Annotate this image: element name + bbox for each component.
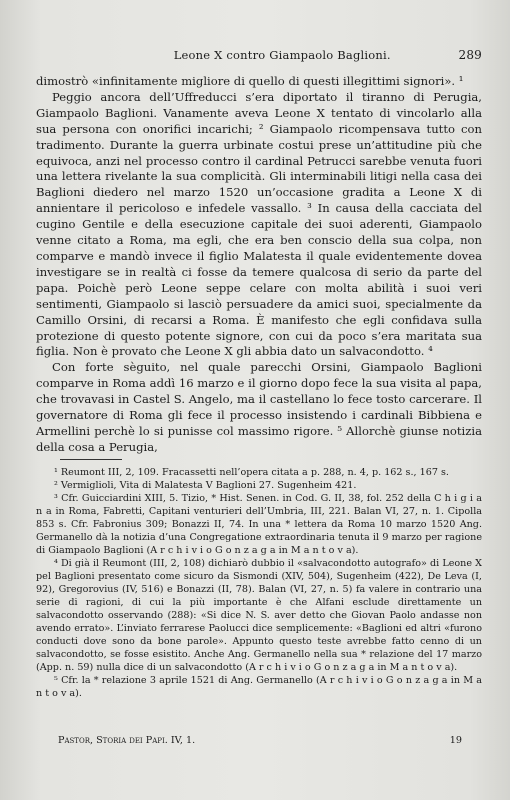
main-text <box>36 74 482 456</box>
paragraph-3: Con forte sèguito, nel quale parecchi Orsini, Giampaolo Baglioni comparve in Roma addì 16 marzo e il giorno dopo fece la sua visita al papa, che trovavasi in Castel S. Angelo, ma il castellano lo fece tosto carcerare. Il governatore di Roma gli fece il processo insistendo i cardinali Bibbiena e Armellini perchè lo si punisse col massimo rigore. ⁵ Allorchè giunse notizia della cosa a Perugia, <box>36 360 482 454</box>
page-header <box>36 48 482 62</box>
page-number: 289 <box>458 48 482 62</box>
paragraph-2: Peggio ancora dell’Uffreducci s’era diportato il tiranno di Perugia, Giampaolo Baglioni. Vanamente aveva Leone X tentato di vincolarlo alla sua persona con onorifici incarichi; ² Giampaolo ricompensava tutto con tradimento. Durante la guerra urbinate costui prese un’attitudine più che equivoca, anzi nel processo contro il cardinal Petrucci sarebbe venuta fuori una lettera rivelante la sua complicità. Gli interminabili litigi nella casa dei Baglioni diedero nel marzo 1520 un’occasione gradita a Leone X di annientare il pericoloso e infedele vassallo. ³ In causa della cacciata del cugino Gentile e della esecuzione capitale dei suoi aderenti, Giampaolo venne citato a Roma, ma egli, che era ben conscio della sua colpa, non comparve e mandò invece il figlio Malatesta il quale evidentemente dovea investigare se in realtà ci fosse da temere qualcosa di serio da parte del papa. Poichè però Leone seppe celare con molta abilità i suoi veri sentimenti, Giampaolo si lasciò persuadere da amici suoi, specialmente da Camillo Orsini, di recarsi a Roma. È manifesto che egli confidava sulla protezione di questo potente signore, con cui da poco s’era maritata sua figlia. Non è provato che Leone X gli abbia dato un salvacondotto. ⁴ <box>36 89 482 359</box>
footnotes <box>36 466 482 700</box>
running-title: Leone X contro Giampaolo Baglioni. <box>173 48 391 62</box>
footnote-1: ¹ Reumont III, 2, 109. Fracassetti nell’opera citata a p. 288, n. 4, p. 162 s., 167 s. <box>54 467 449 478</box>
footnote-divider <box>60 459 122 460</box>
paragraph-1: dimostrò «infinitamente migliore di quello di questi illegittimi signori». ¹ <box>36 74 464 88</box>
footnote-5: ⁵ Cfr. la * relazione 3 aprile 1521 di Ang. Germanello (A r c h i v i o G o n z a g a in M a n t o v a). <box>36 675 482 699</box>
footnote-2: ² Vermiglioli, Vita di Malatesta V Baglioni 27. Sugenheim 421. <box>54 480 357 491</box>
signature-mark: 19 <box>449 735 462 746</box>
page-footer <box>58 735 470 746</box>
footer-source: Pastor, Storia dei Papi. IV, 1. <box>58 735 196 746</box>
footnote-3: ³ Cfr. Guicciardini XIII, 5. Tizio, * Hist. Senen. in Cod. G. II, 38, fol. 252 della C h i g i a n a in Roma, Fabretti, Capitani venturieri dell’Umbria, III, 221. Balan VI, 27, n. 1. Cipolla 853 s. Cfr. Fabronius 309; Bonazzi II, 74. In una * lettera da Roma 10 marzo 1520 Ang. Germanello dà la notizia d’una Congregatione extraordinaria tenuta il 9 marzo per ragione di Giampaolo Baglioni (A r c h i v i o G o n z a g a in M a n t o v a). <box>36 493 482 556</box>
footnote-4: ⁴ Di già il Reumont (III, 2, 108) dichiarò dubbio il «salvacondotto autografo» di Leone X pel Baglioni presentato come sicuro da Sismondi (XIV, 504), Sugenheim (422), De Leva (I, 92), Gregorovius (IV, 516) e Bonazzi (II, 78). Balan (VI, 27, n. 5) fa valere in contrario una serie di ragioni, di cui la più importante è che Alfani esclude direttamente un salvacondotto osservando (288): «Si dice N. S. aver detto che Giovan Paolo andasse non avendo errato». L’inviato ferrarese Paolucci dice semplicemente: «Baglioni ed altri «furono conducti dove sono da bone parole». Appunto questo teste avrebbe fatto cenno di un salvacondotto, se fosse esistito. Anche Ang. Germanello nella sua * relazione del 17 marzo (App. n. 59) nulla dice di un salvacondotto (A r c h i v i o G o n z a g a in M a n t o v a). <box>36 558 482 673</box>
